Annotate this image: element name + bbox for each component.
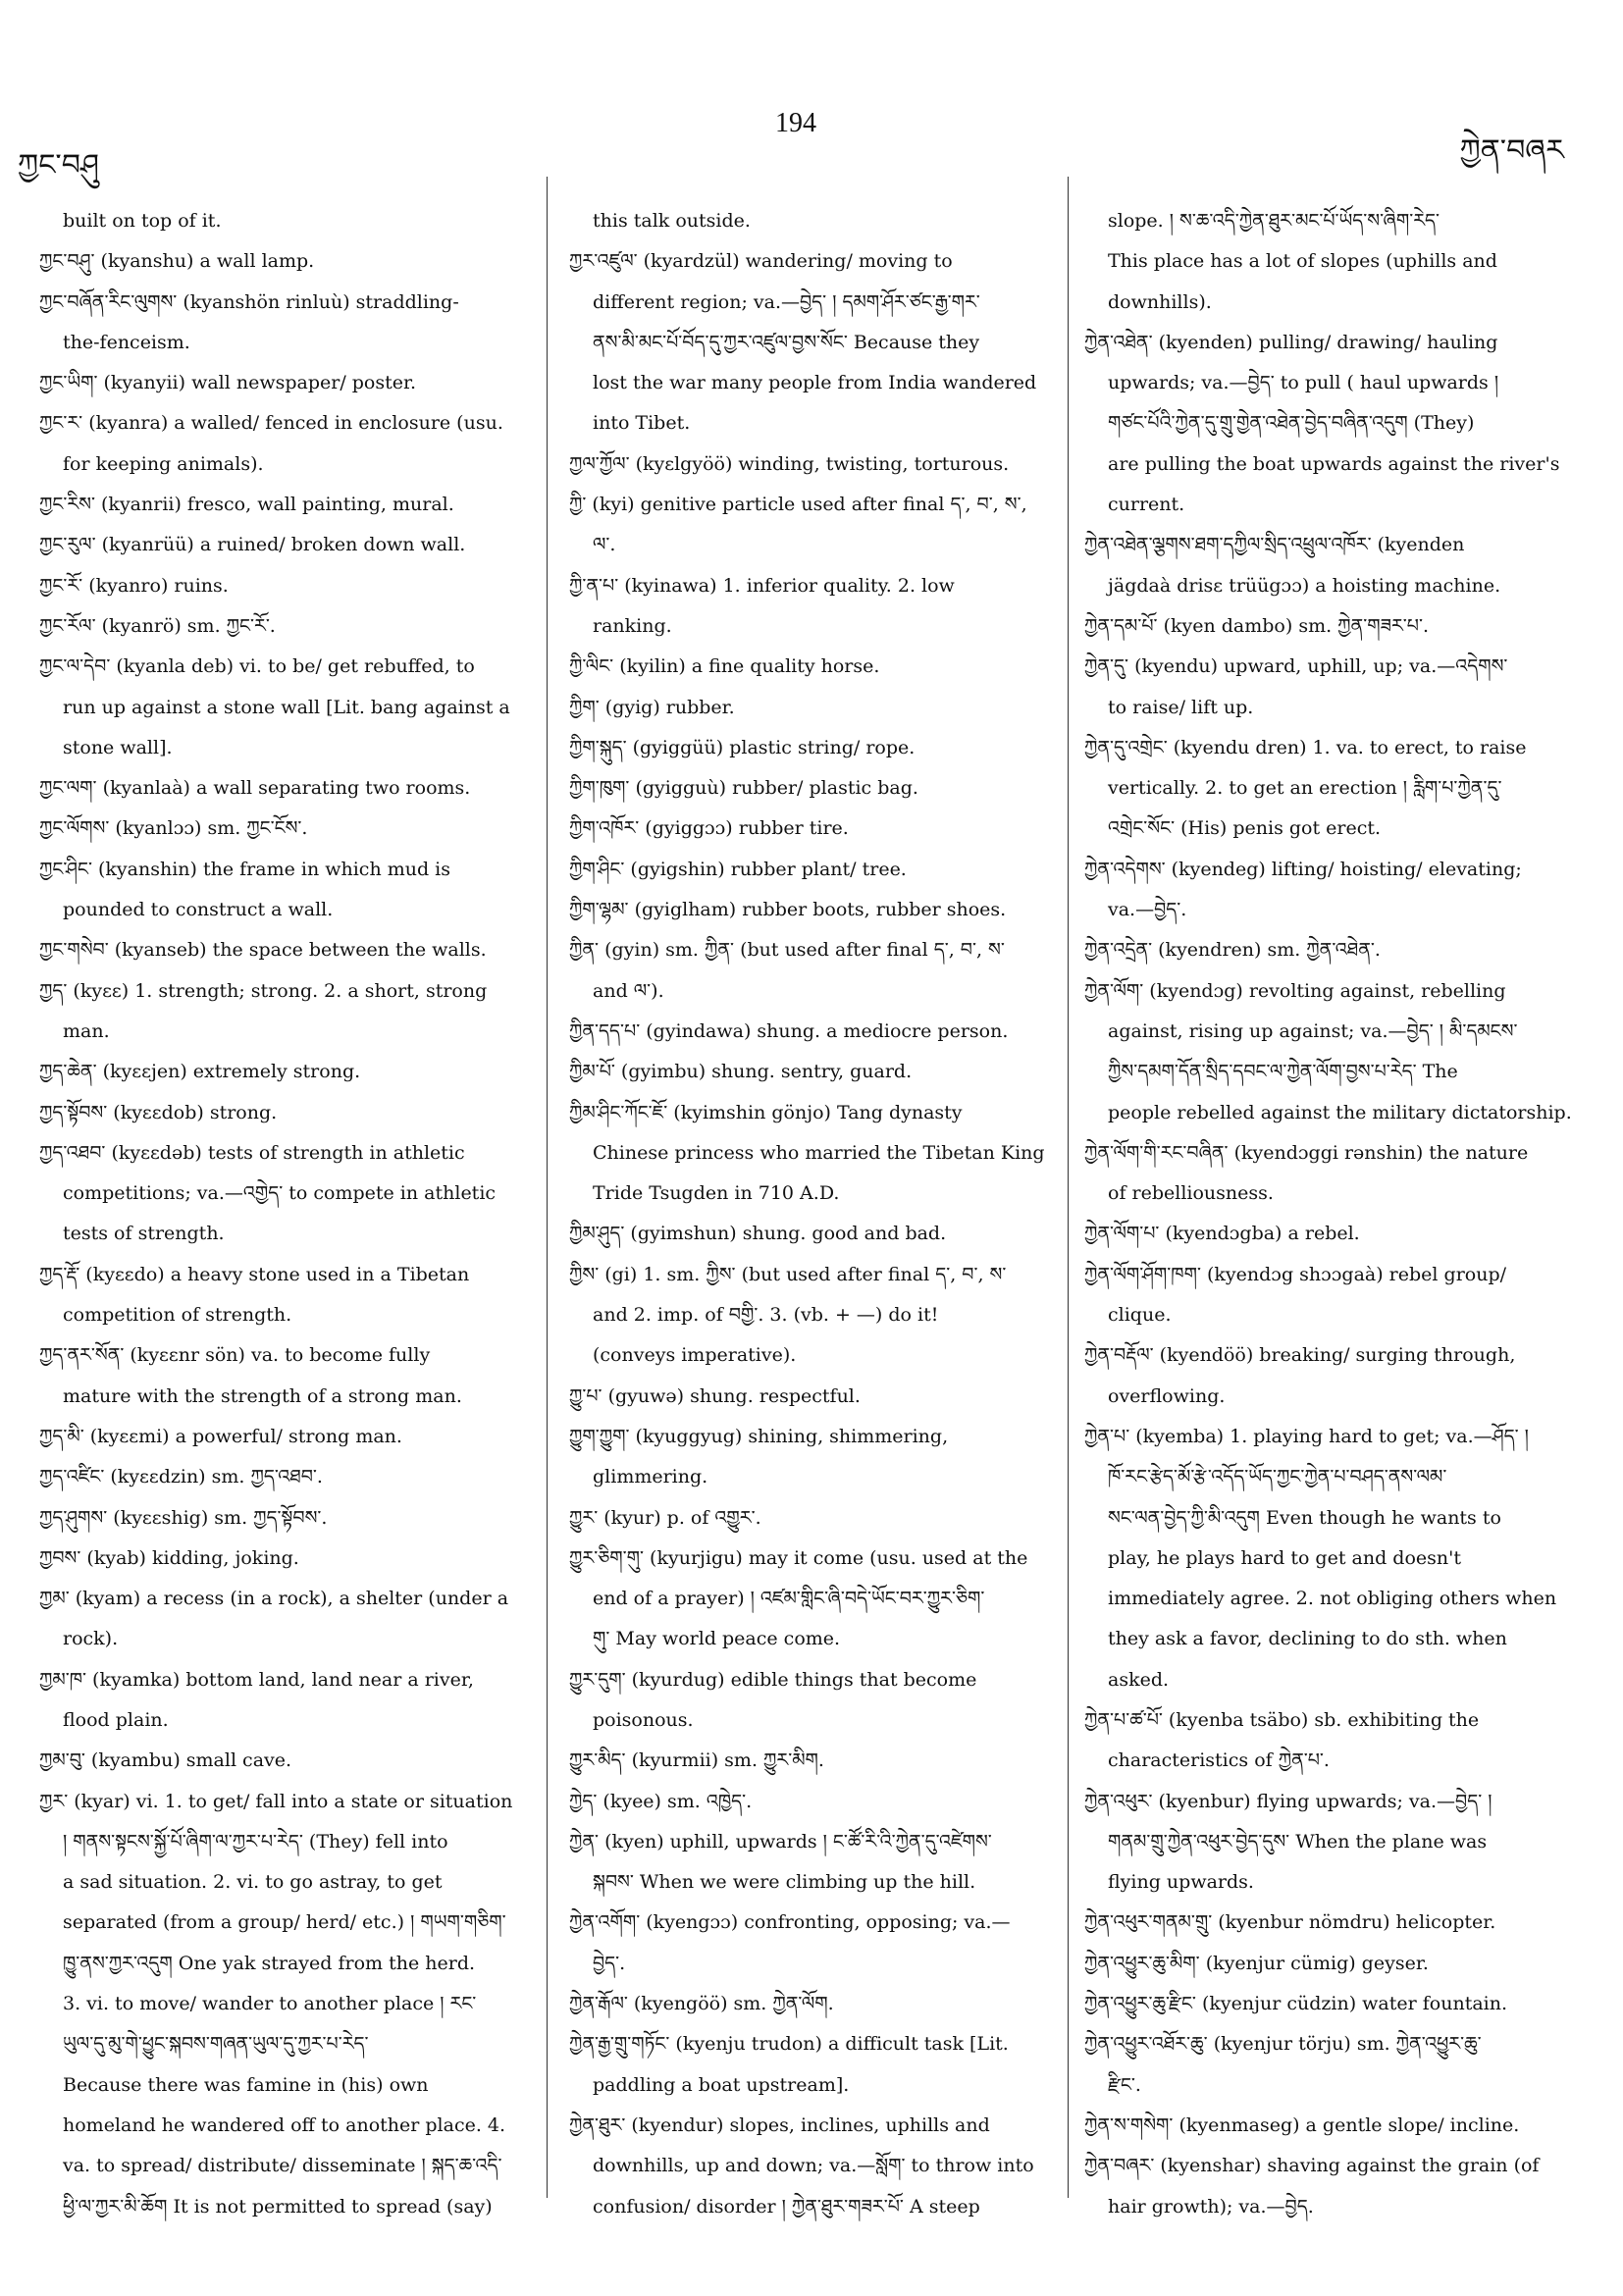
entry-continuation-line: 3. vi. to move/ wander to another place ། རང་	[63, 1993, 477, 2015]
entry-continuation-line: overflowing.	[1108, 1384, 1226, 1407]
entry-continuation-line: and ལ་).	[593, 979, 664, 1002]
entry-continuation-line: current.	[1108, 494, 1185, 516]
entry-headword-line: ཀྱབས་ (kyab) kidding, joking.	[39, 1546, 299, 1569]
entry-headword-line: ཀྱེན་ས་གསེག་ (kyenmaseg) a gentle slope/ incline.	[1084, 2113, 1520, 2136]
entry-continuation-line: གུ་ May world peace come.	[593, 1628, 841, 1650]
column-divider	[547, 177, 548, 2198]
entry-continuation-line: ཀྱིས་དམག་དོན་སྲིད་དབང་ལ་ཀྱེན་ལོག་བྱས་པ་རེད་ The	[1108, 1061, 1458, 1083]
entry-headword-line: ཀྱིག་ཤིང་ (gyigshin) rubber plant/ tree.	[569, 858, 907, 880]
entry-headword-line: ཀྱིག་ (gyig) rubber.	[569, 696, 735, 718]
running-headword-right: ཀྱེན་བཞར	[1459, 133, 1564, 168]
entry-headword-line: ཀྱང་ལ་དེབ་ (kyanla deb) vi. to be/ get rebuffed, to	[39, 655, 475, 678]
entry-continuation-line: slope. ། ས་ཆ་འདི་ཀྱེན་ཐུར་མང་པོ་ཡོད་ས་ཞིག་རེད་	[1108, 210, 1440, 232]
entry-headword-line: ཀྱི་ (kyi) genitive particle used after final ད་, བ་, ས་,	[569, 494, 1027, 516]
entry-continuation-line: hair growth); va.—བྱེད.	[1108, 2195, 1314, 2218]
entry-headword-line: ཀྱེན་དུ་ (kyendu) upward, uphill, up; va.—འདེགས་	[1084, 655, 1508, 678]
entry-headword-line: ཀྱང་ཤིང་ (kyanshin) the frame in which mud is	[39, 858, 451, 880]
entry-continuation-line: competitions; va.—འགྱེད་ to compete in athletic	[63, 1182, 497, 1205]
entry-headword-line: ཀྱིས་ (gi) 1. sm. ཀྱིས་ (but used after final ད་, བ་, ས་	[569, 1263, 1007, 1285]
entry-headword-line: ཀྱད་རྡོ་ (kyɛɛdo) a heavy stone used in a Tibetan	[39, 1263, 470, 1285]
entry-headword-line: ཀྱེན་པ་ཚ་པོ་ (kyenba tsäbo) sb. exhibiting the	[1084, 1708, 1480, 1731]
entry-headword-line: ཀྱེན་ལོག་གི་རང་བཞིན་ (kyendɔggi rənshin) the nature	[1084, 1141, 1529, 1164]
dictionary-column-2	[569, 201, 1060, 2227]
entry-continuation-line: separated (from a group/ herd/ etc.) ། གཡག་གཅིག་	[63, 1911, 506, 1934]
entry-continuation-line: tests of strength.	[63, 1223, 225, 1245]
entry-headword-line: ཀྱུར་ (kyur) p. of འགྱུར་.	[569, 1506, 761, 1529]
entry-continuation-line: glimmering.	[593, 1466, 708, 1488]
entry-headword-line: ཀྱེན་པ་ (kyemba) 1. playing hard to get; va.—ཤོད་ །	[1084, 1425, 1529, 1447]
entry-continuation-line: ལ་.	[593, 534, 616, 556]
entry-headword-line: ཀྱེན་རྒོལ་ (kyengöö) sm. ཀྱེན་ལོག.	[569, 1993, 834, 2015]
entry-headword-line: ཀྱེན་རྒྱ་གྲུ་གཏོང་ (kyenju trudon) a difficult task [Lit.	[569, 2033, 1009, 2056]
entry-headword-line: ཀྱེན་འཕྱུར་ཆུ་རྫིང་ (kyenjur cüdzin) water fountain.	[1084, 1993, 1508, 2015]
entry-continuation-line: Chinese princess who married the Tibetan King	[593, 1141, 1045, 1164]
entry-headword-line: ཀྱད་སྟོབས་ (kyɛɛdob) strong.	[39, 1101, 278, 1123]
page-number: 194	[775, 108, 816, 138]
entry-headword-line: ཀྱུར་ཅིག་གུ་ (kyurjigu) may it come (usu. used at the	[569, 1546, 1028, 1569]
entry-continuation-line: pounded to construct a wall.	[63, 899, 334, 921]
entry-continuation-line: this talk outside.	[593, 210, 751, 232]
entry-headword-line: ཀྱང་བཞོན་རིང་ལུགས་ (kyanshön rinluù) straddling-	[39, 290, 459, 313]
entry-headword-line: ཀྱར་འཛུལ་ (kyardzül) wandering/ moving to	[569, 250, 953, 273]
entry-continuation-line: run up against a stone wall [Lit. bang against a	[63, 696, 510, 718]
entry-headword-line: ཀྱི་ལིང་ (kyilin) a fine quality horse.	[569, 655, 880, 678]
entry-headword-line: ཀྱད་མི་ (kyɛɛmi) a powerful/ strong man.	[39, 1425, 402, 1447]
entry-headword-line: ཀྱང་ར་ (kyanra) a walled/ fenced in enclosure (usu.	[39, 412, 503, 435]
entry-headword-line: ཀྱད་ནར་སོན་ (kyɛɛnr sön) va. to become fully	[39, 1344, 431, 1367]
entry-headword-line: ཀྱིག་འཁོར་ (gyiggɔɔ) rubber tire.	[569, 817, 849, 840]
entry-headword-line: ཀྱང་རོ་ (kyanro) ruins.	[39, 574, 229, 597]
entry-headword-line: ཀྱི་ན་པ་ (kyinawa) 1. inferior quality. 2. low	[569, 574, 955, 597]
entry-continuation-line: flying upwards.	[1108, 1871, 1254, 1894]
entry-headword-line: ཀྱིན་ (gyin) sm. ཀྱིན་ (but used after final ད་, བ་, ས་	[569, 939, 1005, 962]
entry-headword-line: ཀྱུར་མིད་ (kyurmii) sm. ཀྱུར་མིག.	[569, 1749, 824, 1772]
entry-continuation-line: built on top of it.	[63, 210, 222, 232]
entry-headword-line: ཀྱང་བཤུ་ (kyanshu) a wall lamp.	[39, 250, 315, 273]
entry-continuation-line: confusion/ disorder ། ཀྱེན་ཐུར་གཟར་པོ་ A steep	[593, 2195, 980, 2218]
entry-continuation-line: competition of strength.	[63, 1304, 292, 1327]
entry-continuation-line: Tride Tsugden in 710 A.D.	[593, 1182, 840, 1205]
entry-continuation-line: poisonous.	[593, 1708, 694, 1731]
entry-headword-line: ཀྱད་ཆེན་ (kyɛɛjen) extremely strong.	[39, 1061, 361, 1083]
entry-continuation-line: mature with the strength of a strong man.	[63, 1384, 462, 1407]
entry-headword-line: ཀྱེན་འཕུར་ (kyenbur) flying upwards; va.—བྱེད་ །	[1084, 1790, 1492, 1812]
entry-headword-line: ཀྱེན་ (kyen) uphill, upwards ། ང་ཚོ་རི་འི་ཀྱེན་དུ་འཛེགས་	[569, 1830, 992, 1852]
entry-continuation-line: va.—བྱེད་.	[1108, 899, 1187, 921]
entry-continuation-line: a sad situation. 2. vi. to go astray, to get	[63, 1871, 443, 1894]
entry-continuation-line: paddling a boat upstream].	[593, 2073, 850, 2096]
entry-continuation-line: གནམ་གྲུ་ཀྱེན་འཕུར་བྱེད་དུས་ When the plane was	[1108, 1830, 1488, 1852]
entry-headword-line: ཀྱུར་དུག་ (kyurdug) edible things that become	[569, 1668, 977, 1691]
entry-continuation-line: ཁོ་རང་རྩེད་མོ་རྩེ་འདོད་ཡོད་ཀྱང་ཀྱེན་པ་བཤད་ནས་ལམ་	[1108, 1466, 1447, 1488]
entry-headword-line: ཀྱེན་དུ་འགྲེང་ (kyendu dren) 1. va. to erect, to raise	[1084, 736, 1527, 758]
entry-headword-line: ཀྱང་ལག་ (kyanlaà) a wall separating two rooms.	[39, 777, 471, 800]
entry-headword-line: ཀྱེན་འདེགས་ (kyendeg) lifting/ hoisting/ elevating;	[1084, 858, 1522, 880]
entry-headword-line: ཀྱིམ་ཤུད་ (gyimshun) shung. good and bad.	[569, 1223, 947, 1245]
entry-headword-line: ཀྱེན་དམ་པོ་ (kyen dambo) sm. ཀྱེན་གཟར་པ་.	[1084, 614, 1429, 637]
entry-continuation-line: ནས་མི་མང་པོ་བོད་དུ་ཀྱར་འཛུལ་བྱས་སོང་ Because they	[593, 331, 980, 353]
entry-headword-line: ཀྱིན་དད་པ་ (gyindawa) shung. a mediocre person.	[569, 1019, 1009, 1042]
entry-headword-line: ཀྱམ་ཁ་ (kyamka) bottom land, land near a river,	[39, 1668, 474, 1691]
entry-headword-line: ཀྱེན་བརྡོལ་ (kyendöö) breaking/ surging through,	[1084, 1344, 1516, 1367]
entry-continuation-line: downhills, up and down; va.—སློག་ to throw into	[593, 2155, 1034, 2177]
entry-continuation-line: Because there was famine in (his) own	[63, 2073, 429, 2096]
entry-continuation-line: lost the war many people from India wandered	[593, 372, 1037, 394]
entry-headword-line: ཀྱིག་ཁུག་ (gyigguù) rubber/ plastic bag.	[569, 777, 918, 800]
entry-continuation-line: upwards; va.—བྱེད་ to pull ( haul upwards །	[1108, 372, 1499, 394]
entry-continuation-line: སང་ལན་བྱེད་ཀྱི་མི་འདུག Even though he wants to	[1108, 1506, 1501, 1529]
entry-headword-line: ཀྱིག་ལྷམ་ (gyiglham) rubber boots, rubber shoes.	[569, 899, 1007, 921]
entry-headword-line: ཀྱེན་ལོག་པ་ (kyendɔgba) a rebel.	[1084, 1223, 1360, 1245]
entry-continuation-line: against, rising up against; va.—བྱེད་ ། མི་དམངས་	[1108, 1019, 1518, 1042]
dictionary-column-3	[1084, 201, 1585, 2227]
entry-continuation-line: འགྲེང་སོང་ (His) penis got erect.	[1108, 817, 1382, 840]
entry-headword-line: ཀྱུ་པ་ (gyuwə) shung. respectful.	[569, 1384, 861, 1407]
entry-continuation-line: end of a prayer) ། འཛམ་གླིང་ཞི་བདེ་ཡོང་བར་ཀྱུར་ཅིག་	[593, 1588, 985, 1610]
entry-continuation-line: This place has a lot of slopes (uphills and	[1108, 250, 1497, 273]
dictionary-column-1	[39, 201, 520, 2227]
entry-continuation-line: homeland he wandered off to another place. 4.	[63, 2113, 506, 2136]
entry-continuation-line: jägdaà drisɛ trüügɔɔ) a hoisting machine.	[1108, 574, 1501, 597]
entry-continuation-line: are pulling the boat upwards against the river's	[1108, 452, 1560, 475]
entry-continuation-line: people rebelled against the military dictatorship.	[1108, 1101, 1572, 1123]
entry-headword-line: ཀྱིམ་པོ་ (gyimbu) shung. sentry, guard.	[569, 1061, 913, 1083]
entry-headword-line: ཀྱེན་འདྲེན་ (kyendren) sm. ཀྱེན་འཐེན་.	[1084, 939, 1381, 962]
entry-continuation-line: ཁྱུ་ནས་ཀྱར་འདུག One yak strayed from the herd.	[63, 1952, 476, 1974]
entry-continuation-line: ཡུལ་དུ་མུ་གེ་ཕྱུང་སྐབས་གཞན་ཡུལ་དུ་ཀྱར་པ་རེད་	[63, 2033, 369, 2056]
entry-headword-line: ཀྱེན་ལོག་ (kyendɔg) revolting against, rebelling	[1084, 979, 1506, 1002]
entry-headword-line: ཀྱད་ (kyɛɛ) 1. strength; strong. 2. a short, strong	[39, 979, 488, 1002]
entry-headword-line: ཀྱང་རོལ་ (kyanrö) sm. ཀྱང་རོ་.	[39, 614, 276, 637]
entry-headword-line: ཀྱང་རིས་ (kyanrii) fresco, wall painting, mural.	[39, 494, 454, 516]
entry-headword-line: ཀྱེད་ (kyee) sm. འཁྱེད་.	[569, 1790, 753, 1812]
entry-headword-line: ཀྱང་ཡིག་ (kyanyii) wall newspaper/ poster.	[39, 372, 417, 394]
entry-continuation-line: བྱེད་.	[593, 1952, 626, 1974]
entry-headword-line: ཀྱད་འཛིང་ (kyɛɛdzin) sm. ཀྱད་འཐབ་.	[39, 1466, 323, 1488]
entry-continuation-line: characteristics of ཀྱེན་པ་.	[1108, 1749, 1330, 1772]
page-header	[0, 0, 1623, 196]
entry-continuation-line: man.	[63, 1019, 110, 1042]
entry-continuation-line: they ask a favor, declining to do sth. when	[1108, 1628, 1507, 1650]
entry-continuation-line: for keeping animals).	[63, 452, 264, 475]
entry-continuation-line: downhills).	[1108, 290, 1212, 313]
entry-continuation-line: the-fenceism.	[63, 331, 190, 353]
running-headword-left: ཀྱང་བཤུ	[18, 148, 99, 183]
entry-headword-line: ཀྱེན་འཕྱུར་ཆུ་མིག་ (kyenjur cümig) geyser.	[1084, 1952, 1429, 1974]
entry-headword-line: ཀྱད་འཐབ་ (kyɛɛdəb) tests of strength in athletic	[39, 1141, 465, 1164]
entry-continuation-line: stone wall].	[63, 736, 173, 758]
entry-continuation-line: clique.	[1108, 1304, 1172, 1327]
entry-headword-line: ཀྱམ་བུ་ (kyambu) small cave.	[39, 1749, 292, 1772]
entry-continuation-line: of rebelliousness.	[1108, 1182, 1274, 1205]
entry-headword-line: ཀྱེན་ཐུར་ (kyendur) slopes, inclines, uphills and	[569, 2113, 990, 2136]
entry-continuation-line: play, he plays hard to get and doesn't	[1108, 1546, 1461, 1569]
entry-headword-line: ཀྱལ་ཀྱོལ་ (kyɛlgyöö) winding, twisting, torturous.	[569, 452, 1010, 475]
entry-continuation-line: ། གནས་སྟངས་སྐྱོ་པོ་ཞིག་ལ་ཀྱར་པ་རེད་ (They) fell into	[63, 1830, 448, 1852]
entry-continuation-line: into Tibet.	[593, 412, 691, 435]
entry-headword-line: ཀྱར་ (kyar) vi. 1. to get/ fall into a state or situation	[39, 1790, 513, 1812]
entry-continuation-line: ranking.	[593, 614, 672, 637]
entry-headword-line: ཀྱང་རུལ་ (kyanrüü) a ruined/ broken down wall.	[39, 534, 466, 556]
entry-headword-line: ཀྱང་གསེབ་ (kyanseb) the space between the walls.	[39, 939, 487, 962]
entry-headword-line: ཀྱེན་འཕྱུར་འཐོར་ཆུ་ (kyenjur törju) sm. ཀྱེན་འཕྱུར་ཆུ་	[1084, 2033, 1482, 2056]
entry-continuation-line: asked.	[1108, 1668, 1170, 1691]
entry-continuation-line: སྐབས་ When we were climbing up the hill.	[593, 1871, 976, 1894]
entry-continuation-line: གཙང་པོའི་ཀྱེན་དུ་གྲུ་གྱེན་འཐེན་བྱེད་བཞིན་འདུག (They)	[1108, 412, 1475, 435]
entry-continuation-line: རྫིང་.	[1108, 2073, 1141, 2096]
entry-continuation-line: va. to spread/ distribute/ disseminate ། སྐད་ཆ་འདི་	[63, 2155, 502, 2177]
entry-headword-line: ཀྱེན་འཐེན་ལྕགས་ཐག་དཀྱིལ་སྲིད་འཕྲུལ་འཁོར་ (kyenden	[1084, 534, 1465, 556]
entry-headword-line: ཀྱང་ལོགས་ (kyanlɔɔ) sm. ཀྱང་ངོས་.	[39, 817, 308, 840]
entry-headword-line: ཀྱེན་ལོག་ཤོག་ཁག་ (kyendɔg shɔɔgaà) rebel group/	[1084, 1263, 1507, 1285]
entry-headword-line: ཀྱེན་འགོག་ (kyengɔɔ) confronting, opposing; va.—	[569, 1911, 1011, 1934]
entry-continuation-line: immediately agree. 2. not obliging others when	[1108, 1588, 1557, 1610]
entry-headword-line: ཀྱིམ་ཤིང་ཀོང་ཇོ་ (kyimshin gönjo) Tang dynasty	[569, 1101, 963, 1123]
entry-headword-line: ཀྱུག་ཀྱུག་ (kyuggyug) shining, shimmering,	[569, 1425, 949, 1447]
entry-headword-line: ཀྱིག་སྐུད་ (gyiggüü) plastic string/ rope.	[569, 736, 916, 758]
entry-headword-line: ཀྱད་ཤུགས་ (kyɛɛshig) sm. ཀྱད་སྟོབས་.	[39, 1506, 328, 1529]
column-divider	[1068, 177, 1069, 2198]
entry-continuation-line: ཕྱི་ལ་ཀྱར་མི་ཆོག It is not permitted to spread (say)	[63, 2195, 493, 2218]
entry-continuation-line: different region; va.—བྱེད་ ། དམག་ཤོར་ཙང་རྒྱ་གར་	[593, 290, 980, 313]
entry-continuation-line: flood plain.	[63, 1708, 169, 1731]
entry-continuation-line: to raise/ lift up.	[1108, 696, 1254, 718]
entry-headword-line: ཀྱེན་བཞར་ (kyenshar) shaving against the grain (of	[1084, 2155, 1540, 2177]
entry-headword-line: ཀྱེན་འཐེན་ (kyenden) pulling/ drawing/ hauling	[1084, 331, 1498, 353]
entry-continuation-line: and 2. imp. of བགྱི་. 3. (vb. + —) do it!	[593, 1304, 939, 1327]
entry-continuation-line: rock).	[63, 1628, 119, 1650]
entry-headword-line: ཀྱེན་འཕུར་གནམ་གྲུ་ (kyenbur nömdru) helicopter.	[1084, 1911, 1496, 1934]
entry-headword-line: ཀྱམ་ (kyam) a recess (in a rock), a shelter (under a	[39, 1588, 509, 1610]
entry-continuation-line: vertically. 2. to get an erection ། རླིག་པ་ཀྱེན་དུ་	[1108, 777, 1502, 800]
entry-continuation-line: (conveys imperative).	[593, 1344, 797, 1367]
